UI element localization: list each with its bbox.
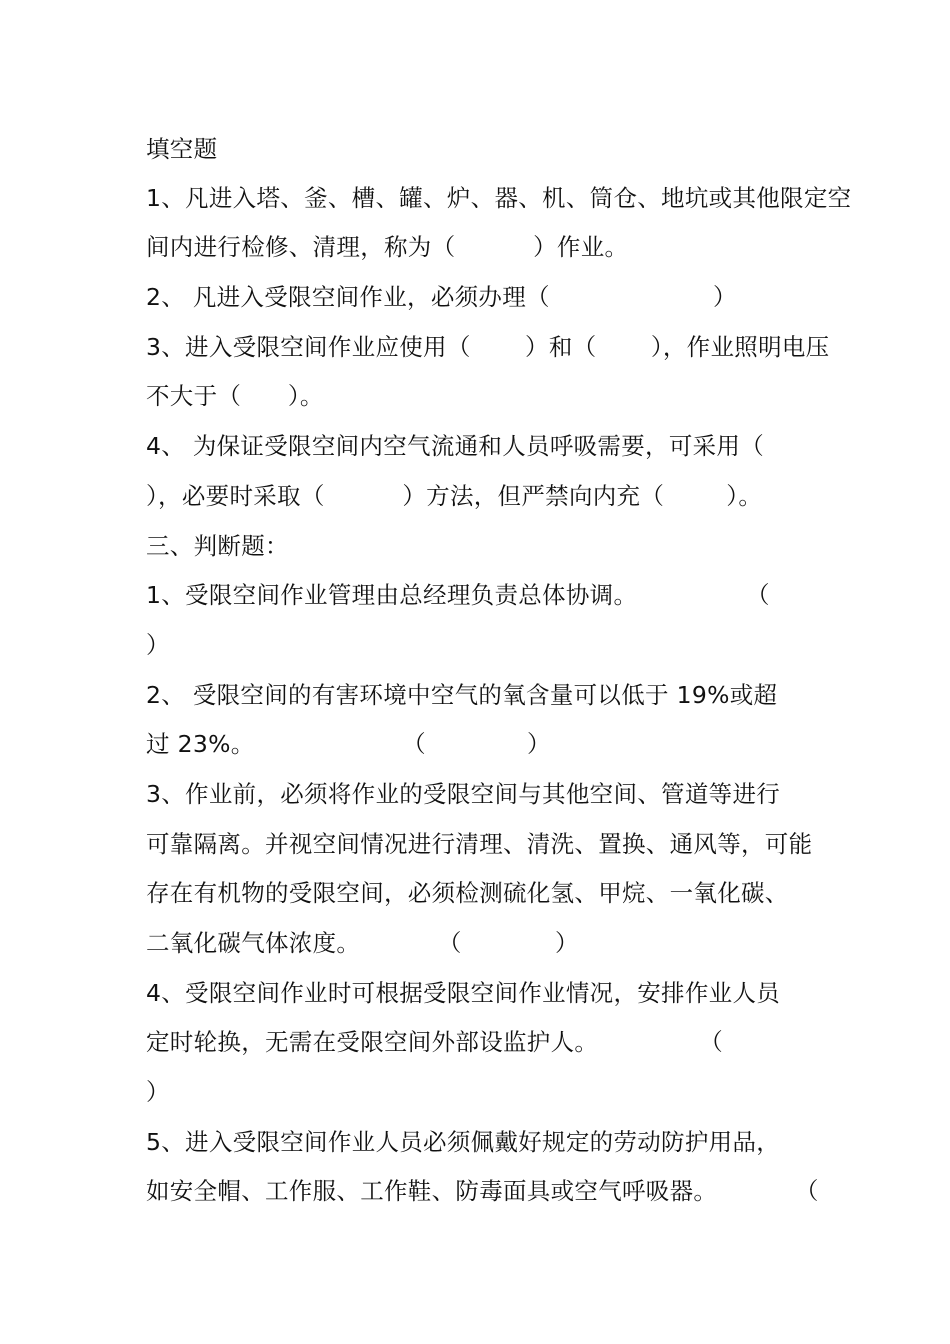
tf-q1-line2: ） — [146, 631, 170, 659]
tf-q4-line3: ） — [146, 1078, 170, 1106]
tf-q5-line2: 如安全帽、工作服、工作鞋、防毒面具或空气呼吸器。 （ — [146, 1177, 819, 1205]
tf-q1-line1: 1、受限空间作业管理由总经理负责总体协调。 （ — [146, 581, 770, 609]
tf-q4-line2: 定时轮换，无需在受限空间外部设监护人。 （ — [146, 1028, 724, 1056]
tf-q5-line1: 5、进入受限空间作业人员必须佩戴好规定的劳动防护用品， — [146, 1128, 781, 1156]
fill-q3-line1: 3、进入受限空间作业应使用（ ）和（ ），作业照明电压 — [146, 333, 830, 361]
tf-q3-line4: 二氧化碳气体浓度。 （ ） — [146, 929, 579, 957]
tf-q3-line1: 3、作业前，必须将作业的受限空间与其他空间、管道等进行 — [146, 780, 781, 808]
fill-q1-line1: 1、凡进入塔、釜、槽、罐、炉、器、机、筒仓、地坑或其他限定空 — [146, 184, 852, 212]
tf-q3-line3: 存在有机物的受限空间，必须检测硫化氢、甲烷、一氧化碳、 — [146, 879, 789, 907]
tf-q4-line1: 4、受限空间作业时可根据受限空间作业情况，安排作业人员 — [146, 979, 781, 1007]
fill-q2-line1: 2、 凡进入受限空间作业，必须办理（ ） — [146, 283, 737, 311]
fill-q3-line2: 不大于（ ）。 — [146, 382, 324, 410]
tf-q2-line1: 2、 受限空间的有害环境中空气的氧含量可以低于 19%或超 — [146, 681, 778, 709]
tf-q2-line2: 过 23%。 （ ） — [146, 730, 551, 758]
fill-q4-line1: 4、 为保证受限空间内空气流通和人员呼吸需要，可采用（ — [146, 432, 765, 460]
fill-q4-line2: ），必要时采取（ ）方法，但严禁向内充（ ）。 — [146, 482, 763, 510]
fill-q1-line2: 间内进行检修、清理，称为（ ）作业。 — [146, 233, 629, 261]
tf-q3-line2: 可靠隔离。并视空间情况进行清理、清洗、置换、通风等，可能 — [146, 830, 813, 858]
section-title-true-false: 三、判断题： — [146, 532, 289, 560]
section-title-fill-in-blank: 填空题 — [146, 135, 218, 163]
